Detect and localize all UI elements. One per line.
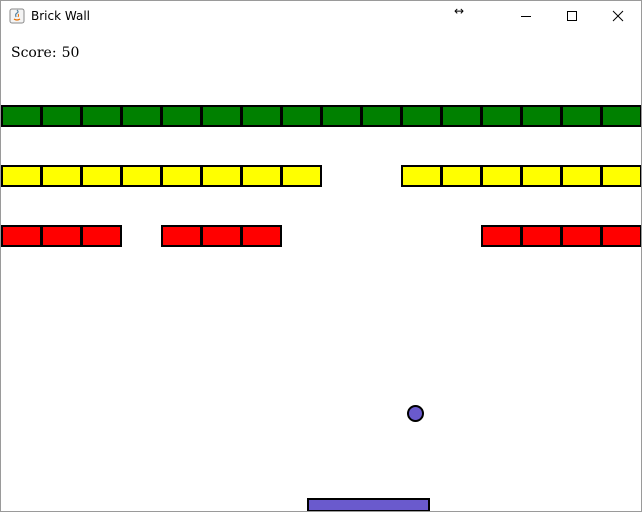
green-row-brick <box>281 105 322 127</box>
yellow-row-brick <box>121 165 162 187</box>
score-display <box>11 45 79 61</box>
red-row-brick <box>481 225 522 247</box>
score-value: 50 <box>61 45 80 61</box>
yellow-row-brick <box>241 165 282 187</box>
close-icon <box>612 10 624 22</box>
yellow-row-brick <box>441 165 482 187</box>
red-row-brick <box>81 225 122 247</box>
yellow-row-brick <box>601 165 642 187</box>
minimize-icon <box>520 10 532 22</box>
red-row-brick <box>241 225 282 247</box>
yellow-row-brick <box>521 165 562 187</box>
green-row-brick <box>201 105 242 127</box>
green-row-brick <box>81 105 122 127</box>
window-title: Brick Wall <box>31 9 90 23</box>
yellow-row-brick <box>1 165 42 187</box>
yellow-row-brick <box>201 165 242 187</box>
green-row-brick <box>361 105 402 127</box>
yellow-row-brick <box>41 165 82 187</box>
yellow-row-brick <box>81 165 122 187</box>
red-row-brick <box>41 225 82 247</box>
game-board[interactable] <box>1 31 641 511</box>
yellow-row-brick <box>401 165 442 187</box>
paddle[interactable] <box>307 498 430 512</box>
resize-arrow-icon: ↔ <box>454 4 465 18</box>
green-row-brick <box>321 105 362 127</box>
green-row-brick <box>521 105 562 127</box>
red-row-brick <box>601 225 642 247</box>
red-row-brick <box>161 225 202 247</box>
green-row-brick <box>161 105 202 127</box>
green-row-brick <box>441 105 482 127</box>
green-row-brick <box>1 105 42 127</box>
yellow-row-brick <box>481 165 522 187</box>
green-row-brick <box>241 105 282 127</box>
green-row-brick <box>401 105 442 127</box>
ball <box>407 405 424 422</box>
yellow-row-brick <box>281 165 322 187</box>
red-row-brick <box>561 225 602 247</box>
green-row-brick <box>601 105 642 127</box>
title-bar[interactable] <box>1 1 641 31</box>
yellow-row-brick <box>161 165 202 187</box>
close-button[interactable] <box>595 1 641 31</box>
red-row-brick <box>521 225 562 247</box>
red-row-brick <box>201 225 242 247</box>
green-row-brick <box>41 105 82 127</box>
java-app-icon <box>9 8 25 24</box>
minimize-button[interactable] <box>503 1 549 31</box>
green-row-brick <box>481 105 522 127</box>
green-row-brick <box>561 105 602 127</box>
yellow-row-brick <box>561 165 602 187</box>
score-label: Score: <box>11 45 57 61</box>
maximize-button[interactable] <box>549 1 595 31</box>
maximize-icon <box>566 10 578 22</box>
red-row-brick <box>1 225 42 247</box>
green-row-brick <box>121 105 162 127</box>
